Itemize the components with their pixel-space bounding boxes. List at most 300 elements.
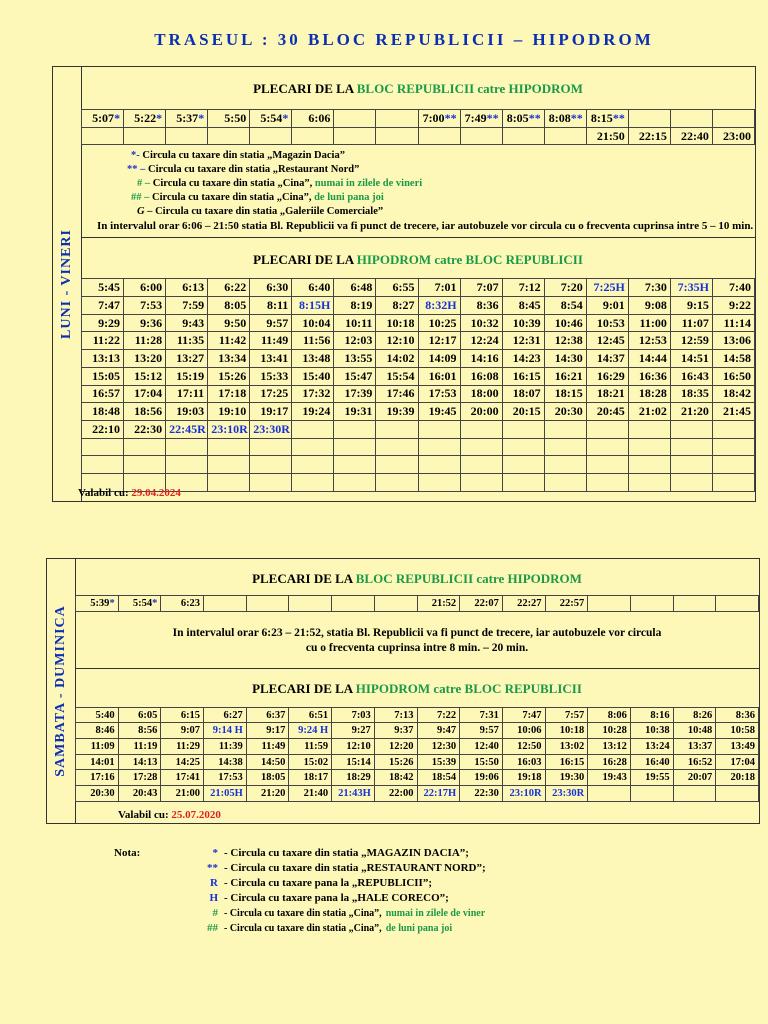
time-value: 22:00 <box>389 787 414 799</box>
time-cell <box>502 110 544 128</box>
time-cell <box>460 754 503 770</box>
time-cell <box>208 367 250 385</box>
time-cell <box>588 786 631 802</box>
time-cell <box>712 110 754 128</box>
time-cell <box>208 385 250 403</box>
time-value: 7:12 <box>518 280 541 295</box>
time-value: 12:20 <box>389 740 414 752</box>
time-cell <box>418 332 460 350</box>
nota-text: - Circula cu taxare din statia „MAGAZIN DACIA”; <box>224 847 469 859</box>
time-cell <box>82 385 124 403</box>
time-value: 14:25 <box>175 756 201 768</box>
table-row <box>82 367 755 385</box>
time-value: 17:18 <box>218 386 247 401</box>
table-row <box>82 456 755 474</box>
time-cell <box>544 456 586 474</box>
time-cell <box>502 403 544 421</box>
time-cell <box>82 314 124 332</box>
legend-green: de luni pana joi <box>314 192 384 204</box>
time-value: 15:26 <box>389 756 414 768</box>
time-cell <box>292 350 334 368</box>
header-prefix: PLECARI DE LA <box>253 81 354 96</box>
time-cell <box>544 403 586 421</box>
time-value: 6:55 <box>392 280 415 295</box>
time-cell <box>417 707 460 723</box>
time-value: 15:02 <box>303 756 329 768</box>
time-cell <box>332 723 375 739</box>
time-cell <box>376 385 418 403</box>
time-cell <box>712 127 754 145</box>
header-route: HIPODROM catre BLOC REPUBLICII <box>356 252 583 268</box>
time-value: 15:54 <box>386 368 415 383</box>
time-cell <box>332 739 375 755</box>
table-row <box>76 786 759 802</box>
time-cell <box>716 739 759 755</box>
time-cell <box>460 350 502 368</box>
time-cell <box>76 754 119 770</box>
time-cell <box>544 314 586 332</box>
table-row <box>82 385 755 403</box>
nota-text: - Circula cu taxare pana la „REPUBLICII”; <box>224 877 432 889</box>
time-value: 19:39 <box>386 404 415 419</box>
nota-item <box>164 876 486 891</box>
time-value: 15:47 <box>344 368 373 383</box>
time-cell <box>334 332 376 350</box>
time-cell <box>208 438 250 456</box>
header-route: HIPODROM catre BLOC REPUBLICII <box>355 680 582 696</box>
time-cell <box>544 110 586 128</box>
time-cell <box>289 770 332 786</box>
time-value: 19:45 <box>428 404 457 419</box>
time-value: 7:01 <box>434 280 457 295</box>
time-cell <box>374 596 417 612</box>
time-value: 13:27 <box>176 350 205 365</box>
time-cell <box>417 723 460 739</box>
time-value: 7:49 <box>464 110 487 125</box>
weekend-dep2-header <box>75 668 759 707</box>
time-cell <box>376 332 418 350</box>
time-cell <box>334 314 376 332</box>
time-cell <box>628 367 670 385</box>
time-cell <box>82 438 124 456</box>
time-cell <box>334 473 376 491</box>
time-value: 9:22 <box>729 297 751 312</box>
time-value: 14:02 <box>386 350 415 365</box>
time-cell <box>289 739 332 755</box>
time-value: 16:29 <box>596 368 625 383</box>
time-value: 5:45 <box>98 280 121 295</box>
time-value: 11:29 <box>176 740 201 752</box>
time-cell <box>712 438 754 456</box>
time-value: 18:29 <box>346 772 371 784</box>
weekday-dep2-header <box>81 237 755 278</box>
time-cell <box>673 707 716 723</box>
nota-item <box>164 906 486 921</box>
time-value: 22:57 <box>559 597 585 609</box>
time-value: 15:05 <box>92 368 121 383</box>
time-mark: * <box>156 110 163 125</box>
time-cell <box>166 314 208 332</box>
time-value: 13:49 <box>730 740 755 752</box>
time-cell <box>418 110 460 128</box>
time-cell <box>82 110 124 128</box>
time-value: 9:08 <box>644 297 667 312</box>
time-cell <box>82 456 124 474</box>
table-row <box>82 332 755 350</box>
time-cell <box>418 127 460 145</box>
nota-text: - Circula cu taxare din statia „Cina”, <box>224 908 382 919</box>
time-value: 8:54 <box>560 297 583 312</box>
time-cell <box>208 403 250 421</box>
header-prefix: PLECARI DE LA <box>252 571 353 586</box>
time-cell <box>334 403 376 421</box>
time-cell <box>628 403 670 421</box>
time-value: 5:40 <box>95 709 115 721</box>
time-cell <box>502 723 545 739</box>
time-value: 18:17 <box>303 772 329 784</box>
time-cell <box>124 297 166 315</box>
time-cell <box>712 385 754 403</box>
time-cell <box>670 403 712 421</box>
legend-mark: # – <box>137 178 151 190</box>
time-cell <box>82 297 124 315</box>
time-cell <box>82 350 124 368</box>
time-cell <box>250 332 292 350</box>
time-cell <box>292 332 334 350</box>
nota <box>114 846 486 936</box>
time-cell <box>332 707 375 723</box>
time-value: 5:37 <box>176 110 199 125</box>
time-cell <box>204 596 247 612</box>
time-value: 13:48 <box>302 350 331 365</box>
time-cell <box>545 707 588 723</box>
time-cell <box>292 473 334 491</box>
time-cell <box>161 754 204 770</box>
time-value: 22:30 <box>474 787 499 799</box>
time-value: 9:07 <box>180 725 201 737</box>
time-value: 14:44 <box>638 350 667 365</box>
time-cell <box>246 754 289 770</box>
nota-items <box>164 846 486 936</box>
time-value: 22:17H <box>423 787 457 799</box>
time-cell <box>292 367 334 385</box>
time-value: 6:15 <box>180 709 201 721</box>
legend-line: Circula cu taxare din statia „Magazin Dacia” <box>142 150 345 162</box>
time-value: 19:06 <box>474 772 499 784</box>
time-cell <box>166 403 208 421</box>
time-cell <box>292 420 334 438</box>
time-value: 21:45 <box>723 404 751 419</box>
time-cell <box>586 127 628 145</box>
time-value: 8:16 <box>650 709 670 721</box>
time-cell <box>250 127 292 145</box>
time-cell <box>673 739 716 755</box>
time-value: 12:10 <box>346 740 371 752</box>
time-cell <box>712 279 754 297</box>
time-value: 13:41 <box>260 350 289 365</box>
time-cell <box>460 770 503 786</box>
time-value: 14:01 <box>90 756 115 768</box>
time-value: 14:37 <box>596 350 625 365</box>
time-cell <box>586 367 628 385</box>
time-cell <box>376 110 418 128</box>
nota-key: * <box>212 847 218 859</box>
time-value: 5:22 <box>134 110 157 125</box>
time-value: 9:47 <box>436 725 457 737</box>
time-value: 11:22 <box>92 333 121 348</box>
time-cell <box>712 314 754 332</box>
time-value: 10:25 <box>428 315 457 330</box>
time-value: 8:27 <box>392 297 415 312</box>
time-value: 6:22 <box>224 280 247 295</box>
time-cell <box>161 723 204 739</box>
time-cell <box>586 473 628 491</box>
nota-label: Nota: <box>114 847 141 859</box>
time-cell <box>208 473 250 491</box>
table-row <box>82 403 755 421</box>
time-value: 10:48 <box>687 725 713 737</box>
time-cell <box>716 770 759 786</box>
time-value: 22:10 <box>92 421 121 436</box>
time-cell <box>712 332 754 350</box>
time-value: 9:36 <box>140 315 163 330</box>
time-cell <box>673 786 716 802</box>
time-value: 16:21 <box>554 368 583 383</box>
nota-item <box>164 921 486 936</box>
time-cell <box>374 739 417 755</box>
weekday-dep1-table <box>81 109 755 145</box>
time-cell <box>712 297 754 315</box>
legend-line: Circula cu taxare din statia „Restaurant Nord” <box>148 164 360 176</box>
time-value: 16:03 <box>517 756 542 768</box>
time-value: 19:03 <box>176 404 205 419</box>
time-cell <box>161 596 204 612</box>
time-cell <box>250 297 292 315</box>
weekday-legend <box>81 149 755 233</box>
time-value: 22:30 <box>134 421 163 436</box>
time-value: 10:28 <box>602 725 627 737</box>
table-row <box>76 596 759 612</box>
time-value: 14:30 <box>554 350 583 365</box>
time-cell <box>628 456 670 474</box>
time-cell <box>460 473 502 491</box>
time-cell <box>502 297 544 315</box>
time-cell <box>545 754 588 770</box>
time-cell <box>208 350 250 368</box>
legend-green: numai in zilele de vineri <box>314 178 423 190</box>
legend-mark: ** – <box>127 164 146 176</box>
time-cell <box>417 739 460 755</box>
time-cell <box>418 367 460 385</box>
time-cell <box>289 786 332 802</box>
time-cell <box>670 314 712 332</box>
time-value: 6:06 <box>308 110 331 125</box>
time-value: 10:32 <box>470 315 499 330</box>
time-cell <box>418 403 460 421</box>
time-value: 11:56 <box>303 333 331 348</box>
time-value: 11:19 <box>133 740 158 752</box>
time-value: 22:15 <box>638 128 667 143</box>
time-value: 13:02 <box>559 740 585 752</box>
time-cell <box>628 473 670 491</box>
time-cell <box>250 279 292 297</box>
time-cell <box>417 786 460 802</box>
time-cell <box>588 707 631 723</box>
time-value: 20:45 <box>596 404 625 419</box>
page-title: TRASEUL : 30 BLOC REPUBLICII – HIPODROM <box>154 30 654 49</box>
time-cell <box>630 770 673 786</box>
time-cell <box>460 786 503 802</box>
time-cell <box>630 707 673 723</box>
time-cell <box>82 367 124 385</box>
time-cell <box>670 367 712 385</box>
time-cell <box>418 350 460 368</box>
time-cell <box>460 332 502 350</box>
time-value: 8:05 <box>224 297 247 312</box>
time-value: 14:16 <box>470 350 499 365</box>
legend-line: Circula cu taxare din statia „Cina”, <box>152 192 312 204</box>
time-mark: * <box>114 110 121 125</box>
time-cell <box>124 385 166 403</box>
time-cell <box>586 438 628 456</box>
nota-key: H <box>209 892 218 904</box>
time-cell <box>334 456 376 474</box>
time-value: 9:50 <box>224 315 247 330</box>
time-cell <box>246 723 289 739</box>
time-cell <box>628 385 670 403</box>
nota-key: ## <box>207 922 218 934</box>
time-value: 18:15 <box>554 386 583 401</box>
time-value: 7:13 <box>394 709 414 721</box>
time-cell <box>628 297 670 315</box>
time-value: 18:54 <box>431 772 457 784</box>
time-cell <box>460 438 502 456</box>
time-cell <box>376 297 418 315</box>
time-value: 14:38 <box>218 756 243 768</box>
time-cell <box>502 332 544 350</box>
time-cell <box>544 438 586 456</box>
time-value: 13:20 <box>134 350 163 365</box>
time-cell <box>208 314 250 332</box>
weekend-valid <box>118 809 221 821</box>
time-cell <box>502 707 545 723</box>
nota-item <box>164 846 486 861</box>
time-cell <box>82 403 124 421</box>
time-value: 6:48 <box>350 280 373 295</box>
time-cell <box>292 314 334 332</box>
time-value: 5:07 <box>92 110 115 125</box>
time-value: 18:42 <box>389 772 414 784</box>
time-value: 19:24 <box>302 404 331 419</box>
time-cell <box>460 367 502 385</box>
time-cell <box>586 385 628 403</box>
time-value: 8:36 <box>476 297 499 312</box>
time-cell <box>673 596 716 612</box>
time-value: 9:24 H <box>298 725 329 737</box>
time-value: 19:30 <box>559 772 585 784</box>
time-value: 6:51 <box>308 709 329 721</box>
time-value: 22:45R <box>169 421 206 436</box>
header-route: BLOC REPUBLICII catre HIPODROM <box>356 81 583 96</box>
time-cell <box>289 707 332 723</box>
time-cell <box>124 110 166 128</box>
time-cell <box>502 456 544 474</box>
time-cell <box>588 754 631 770</box>
time-cell <box>545 739 588 755</box>
time-cell <box>502 350 544 368</box>
time-cell <box>628 314 670 332</box>
time-mark: ** <box>486 110 499 125</box>
time-value: 17:46 <box>386 386 415 401</box>
time-value: 12:40 <box>474 740 499 752</box>
time-value: 20:43 <box>132 787 158 799</box>
time-cell <box>374 786 417 802</box>
time-cell <box>204 707 247 723</box>
time-cell <box>712 403 754 421</box>
time-cell <box>334 420 376 438</box>
time-cell <box>334 127 376 145</box>
time-value: 20:07 <box>687 772 713 784</box>
time-value: 15:50 <box>474 756 499 768</box>
time-cell <box>376 403 418 421</box>
time-cell <box>292 279 334 297</box>
time-value: 6:00 <box>140 280 163 295</box>
time-value: 15:33 <box>260 368 289 383</box>
time-value: 18:56 <box>134 404 163 419</box>
time-cell <box>250 385 292 403</box>
time-cell <box>118 723 161 739</box>
time-cell <box>374 723 417 739</box>
time-value: 13:12 <box>602 740 627 752</box>
nota-key: ** <box>207 862 218 874</box>
time-cell <box>712 456 754 474</box>
time-value: 15:19 <box>176 368 205 383</box>
table-row <box>82 110 755 128</box>
time-cell <box>118 786 161 802</box>
time-value: 6:40 <box>308 280 331 295</box>
time-cell <box>586 110 628 128</box>
time-value: 8:26 <box>693 709 713 721</box>
time-cell <box>166 332 208 350</box>
time-value: 7:40 <box>729 280 751 295</box>
time-cell <box>161 786 204 802</box>
time-cell <box>246 786 289 802</box>
time-value: 18:35 <box>680 386 709 401</box>
time-cell <box>716 754 759 770</box>
time-cell <box>670 473 712 491</box>
time-value: 10:18 <box>386 315 415 330</box>
time-value: 8:32H <box>425 297 457 312</box>
time-cell <box>76 707 119 723</box>
time-value: 12:10 <box>386 333 415 348</box>
time-cell <box>588 723 631 739</box>
time-value: 11:39 <box>218 740 243 752</box>
time-value: 14:50 <box>260 756 286 768</box>
time-value: 16:57 <box>92 386 121 401</box>
nota-green: numai in zilele de viner <box>385 908 486 919</box>
time-cell <box>118 770 161 786</box>
time-cell <box>208 110 250 128</box>
time-cell <box>118 754 161 770</box>
time-cell <box>166 367 208 385</box>
time-cell <box>161 770 204 786</box>
time-cell <box>334 385 376 403</box>
time-cell <box>250 350 292 368</box>
table-row <box>76 754 759 770</box>
time-cell <box>545 770 588 786</box>
time-cell <box>502 473 544 491</box>
time-cell <box>630 723 673 739</box>
